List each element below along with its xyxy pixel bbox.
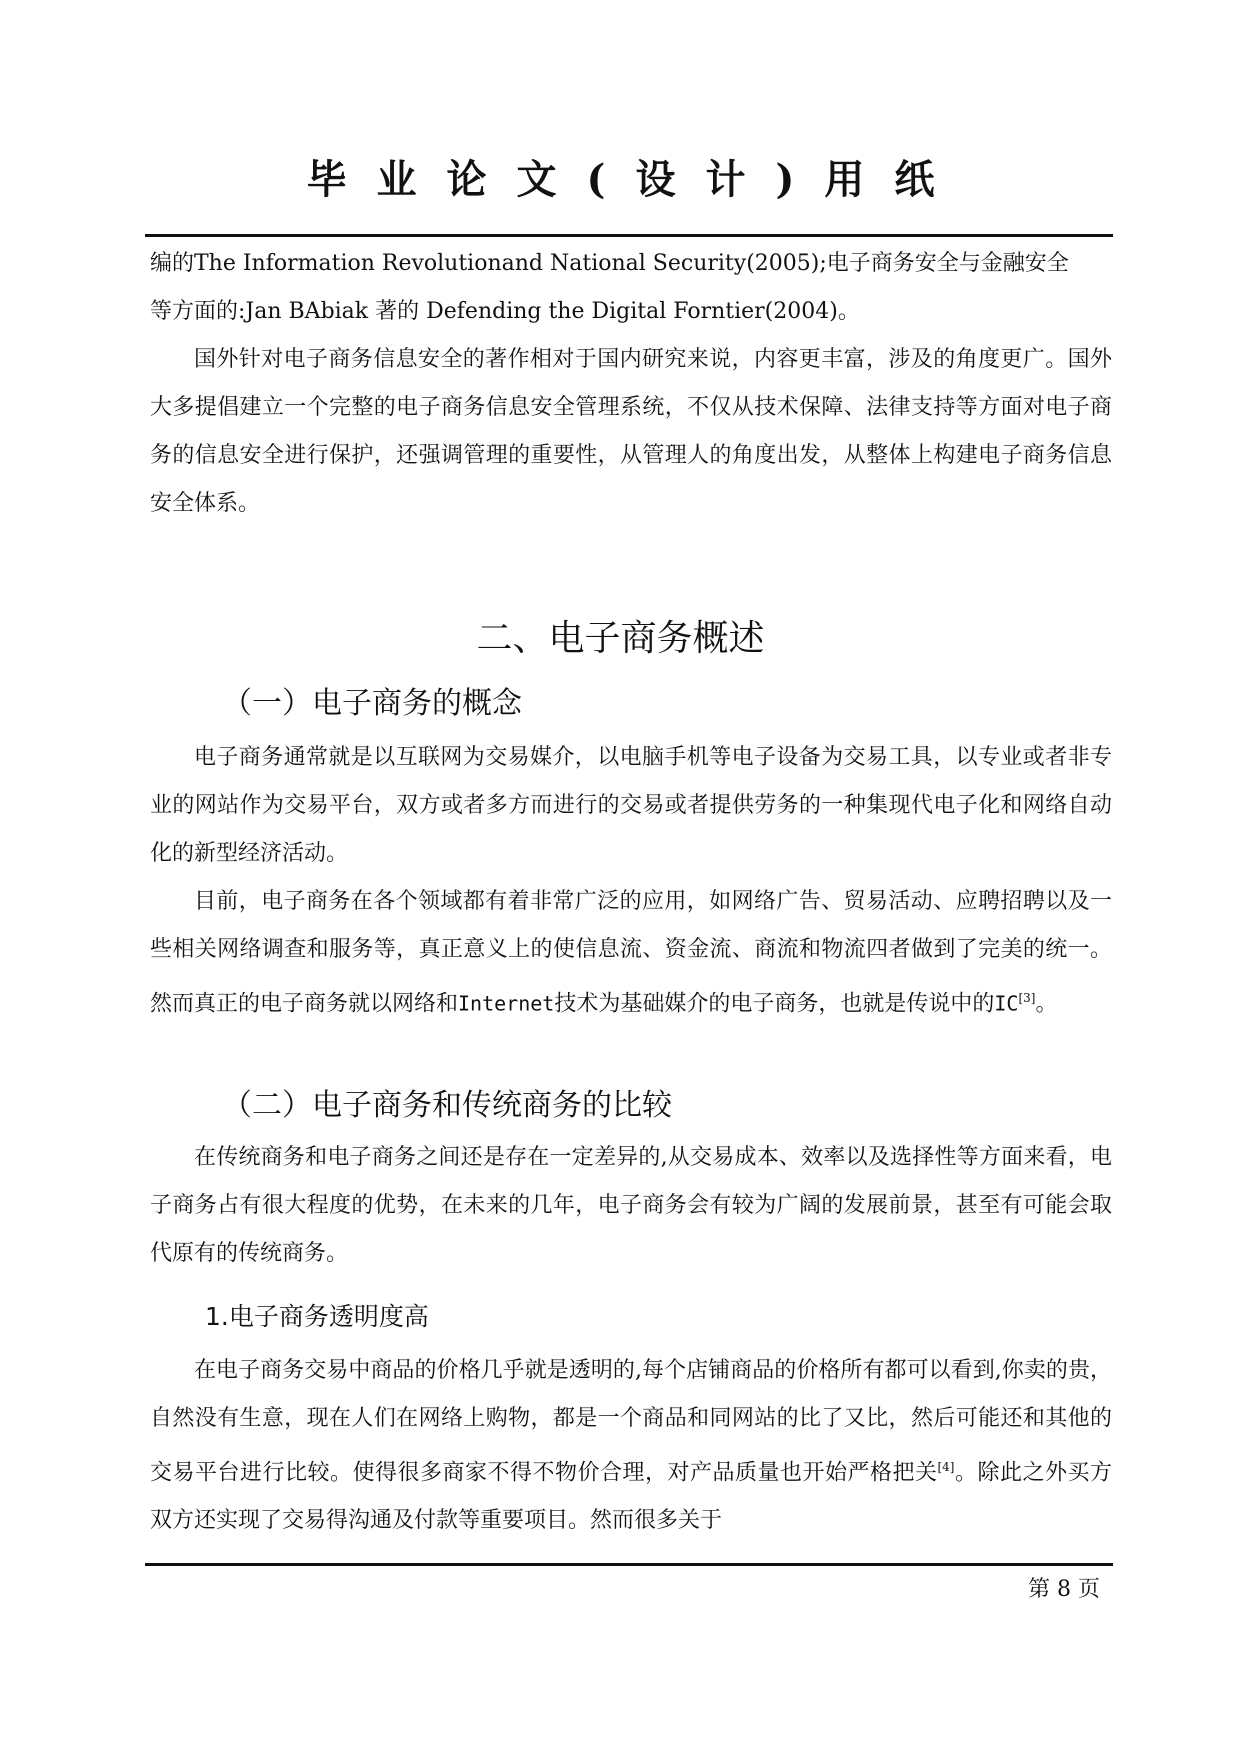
- concept-paragraph-2-text-a: 目前，电子商务在各个领域都有着非常广泛的应用，如网络广告、贸易活动、应聘招聘以及一些相关网络调查和服务等，真正意义上的使信息流、资金流、商流和物流四者做到了完美的统一。然而真正的电子商务就以网络和: [150, 889, 1112, 1017]
- subsection-heading-1: （一）电子商务的概念: [222, 686, 522, 721]
- intro-line-1: 编的The Information Revolutionand National Security(2005);电子商务安全与金融安全: [150, 251, 1069, 276]
- section-heading: 二、电子商务概述: [476, 618, 765, 659]
- citation-ref-4: [4]: [937, 1460, 955, 1474]
- page-number: 第 8 页: [1028, 1577, 1100, 1602]
- citation-ref-3: [3]: [1018, 991, 1036, 1005]
- header-rule: [145, 234, 1113, 237]
- intro-line-2: 等方面的:Jan BAbiak 著的 Defending the Digital Forntier(2004)。: [150, 299, 860, 324]
- transparency-text-a: 在电子商务交易中商品的价格几乎就是透明的,每个店铺商品的价格所有都可以看到,你卖的贵，自然没有生意，现在人们在网络上购物，都是一个商品和同网站的比了又比，然后可能还和其他的交易平台进行比较。使得很多商家不得不物价合理，对产品质量也开始严格把关: [150, 1358, 1112, 1486]
- comparison-paragraph-1: 在传统商务和电子商务之间还是存在一定差异的,从交易成本、效率以及选择性等方面来看，电子商务占有很大程度的优势，在未来的几年，电子商务会有较为广阔的发展前景，甚至有可能会取代原有的传统商务。: [150, 1145, 1112, 1266]
- transparency-text-b: 。除此之外买方双方还实现了交易得沟通及付款等重要项目。然而很多关于: [150, 1460, 1112, 1534]
- concept-paragraph-2: [150, 878, 1112, 1028]
- page-header-title: 毕业论文(设计)用纸: [306, 156, 965, 203]
- concept-paragraph-2-end: 。: [1035, 991, 1058, 1017]
- footer-rule: [145, 1563, 1113, 1566]
- item-heading-1: 1.电子商务透明度高: [205, 1302, 429, 1331]
- subsection-2-body: [150, 1134, 1112, 1278]
- subsection-1-body: [150, 734, 1112, 1028]
- concept-paragraph-1: 电子商务通常就是以互联网为交易媒介，以电脑手机等电子设备为交易工具，以专业或者非专业的网站作为交易平台，双方或者多方而进行的交易或者提供劳务的一种集现代电子化和网络自动化的新型经济活动。: [150, 745, 1112, 866]
- ic-term: IC: [994, 991, 1019, 1016]
- transparency-paragraph: [150, 1347, 1112, 1545]
- item-1-body: [150, 1347, 1112, 1545]
- subsection-heading-2: （二）电子商务和传统商务的比较: [222, 1088, 672, 1123]
- internet-term: Internet: [458, 991, 555, 1016]
- intro-paragraph-2: 国外针对电子商务信息安全的著作相对于国内研究来说，内容更丰富，涉及的角度更广。国外大多提倡建立一个完整的电子商务信息安全管理系统，不仅从技术保障、法律支持等方面对电子商务的信息安全进行保护，还强调管理的重要性，从管理人的角度出发，从整体上构建电子商务信息安全体系。: [150, 347, 1112, 516]
- concept-paragraph-2-text-b: 技术为基础媒介的电子商务，也就是传说中的: [554, 991, 995, 1017]
- intro-block: [150, 240, 1112, 528]
